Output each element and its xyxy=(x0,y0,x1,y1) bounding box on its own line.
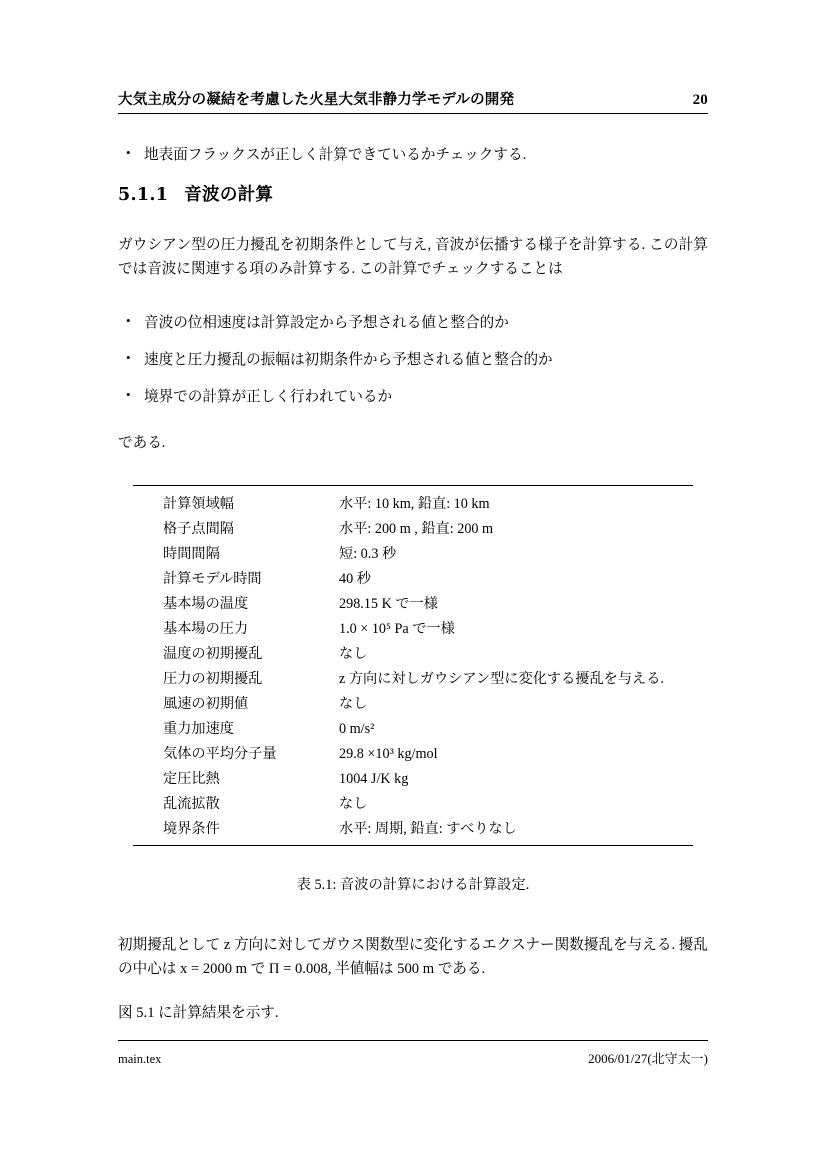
table-caption: 表 5.1: 音波の計算における計算設定. xyxy=(296,877,530,894)
post-table-paragraph-1: 初期擾乱として z 方向に対してガウス関数型に変化するエクスナー関数擾乱を与える. 擾乱の中心は x = 2000 m で Π = 0.008, 半値幅は 500 m である. xyxy=(118,937,708,977)
list-item: • 速度と圧力擾乱の振幅は初期条件から予想される値と整合的か xyxy=(118,349,708,372)
table-row xyxy=(133,691,693,716)
table-row xyxy=(133,616,693,641)
table-cell-key: 基本場の温度 xyxy=(163,596,249,613)
table-row xyxy=(133,741,693,766)
check-bullet-list xyxy=(118,312,708,410)
settings-table xyxy=(133,485,693,846)
table-row xyxy=(133,791,693,816)
table-cell-key: 時間間隔 xyxy=(163,546,220,563)
intro-bullet-list xyxy=(118,144,708,167)
table-cell-value: 1.0 × 10⁵ Pa で一様 xyxy=(339,621,455,638)
table-cell-value: 短: 0.3 秒 xyxy=(339,546,397,563)
table-row xyxy=(133,591,693,616)
table-cell-key: 基本場の圧力 xyxy=(163,621,249,638)
section-number: 5.1.1 xyxy=(118,185,169,206)
table-cell-value: 0 m/s² xyxy=(339,721,375,738)
section-heading xyxy=(118,181,708,206)
table-cell-key: 乱流拡散 xyxy=(163,796,220,813)
table-cell-value: z 方向に対しガウシアン型に変化する擾乱を与える. xyxy=(339,671,664,688)
list-item: • 地表面フラックスが正しく計算できているかチェックする. xyxy=(118,144,708,167)
table-cell-key: 計算モデル時間 xyxy=(163,571,262,588)
table-cell-key: 定圧比熱 xyxy=(163,771,220,788)
header-divider xyxy=(118,113,708,114)
table-cell-value: 水平: 200 m , 鉛直: 200 m xyxy=(339,521,494,538)
running-header xyxy=(118,88,708,114)
table-cell-value: なし xyxy=(339,646,368,663)
table-row xyxy=(133,816,693,846)
intro-paragraph: ガウシアン型の圧力擾乱を初期条件として与え, 音波が伝播する様子を計算する. この計算では音波に関連する項のみ計算する. この計算でチェックすることは xyxy=(118,237,708,277)
dearu-paragraph: である. xyxy=(118,434,166,451)
header-title: 大気主成分の凝結を考慮した火星大気非静力学モデルの開発 xyxy=(118,91,515,108)
table-cell-key: 気体の平均分子量 xyxy=(163,746,277,763)
header-page-number: 20 xyxy=(692,92,708,108)
list-item: • 音波の位相速度は計算設定から予想される値と整合的か xyxy=(118,312,708,335)
table-cell-key: 温度の初期擾乱 xyxy=(163,646,263,663)
table-row xyxy=(133,666,693,691)
table-row xyxy=(133,566,693,591)
table-row xyxy=(133,516,693,541)
table-row xyxy=(133,716,693,741)
table-cell-value: 29.8 ×10³ kg/mol xyxy=(339,746,438,763)
table-cell-value: 298.15 K で一様 xyxy=(339,596,438,613)
table-cell-value: 水平: 10 km, 鉛直: 10 km xyxy=(339,486,693,516)
table-cell-value: 1004 J/K kg xyxy=(339,771,409,788)
table-row xyxy=(133,541,693,566)
footer-filename: main.tex xyxy=(118,1052,162,1066)
table-row xyxy=(133,766,693,791)
footer-date-author: 2006/01/27(北守太一) xyxy=(588,1051,708,1066)
table-cell-key: 圧力の初期擾乱 xyxy=(163,671,263,688)
page-footer xyxy=(118,1040,708,1067)
list-item: • 境界での計算が正しく行われているか xyxy=(118,386,708,409)
section-title: 音波の計算 xyxy=(184,185,274,206)
table-row xyxy=(133,641,693,666)
table-cell-key: 計算領域幅 xyxy=(133,486,339,516)
table-cell-value: 水平: 周期, 鉛直: すべりなし xyxy=(339,816,693,846)
table-cell-value: 40 秒 xyxy=(339,571,371,588)
table-cell-key: 風速の初期値 xyxy=(163,696,249,713)
settings-table-wrapper xyxy=(133,485,693,846)
page-content xyxy=(118,88,708,1025)
table-cell-key: 重力加速度 xyxy=(163,721,234,738)
table-row xyxy=(133,486,693,516)
table-cell-key: 境界条件 xyxy=(133,816,339,846)
table-cell-value: なし xyxy=(339,796,368,813)
footer-divider xyxy=(118,1040,708,1041)
table-cell-value: なし xyxy=(339,696,368,713)
table-cell-key: 格子点間隔 xyxy=(163,521,234,538)
post-table-paragraph-2: 図 5.1 に計算結果を示す. xyxy=(118,1004,279,1021)
